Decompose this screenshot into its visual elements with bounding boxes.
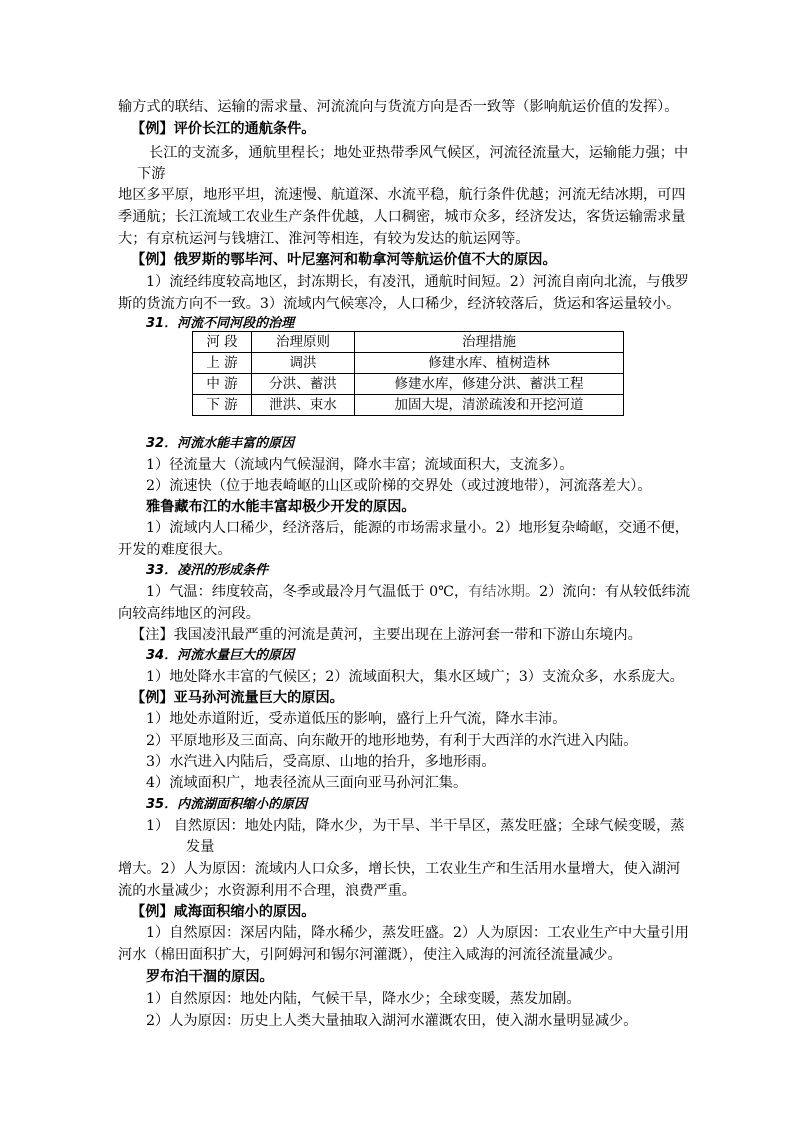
table-cell: 加固大堤，清淤疏浚和开挖河道 bbox=[355, 395, 624, 416]
table-header-cell: 河 段 bbox=[193, 332, 252, 353]
note-line: 【注】我国凌汛最严重的河流是黄河，主要出现在上游河套一带和下游山东境内。 bbox=[131, 627, 642, 643]
table-cell: 上 游 bbox=[193, 353, 252, 374]
section-heading-31: 31．河流不同河段的治理 bbox=[146, 316, 295, 331]
text-span: 有结冰期。 bbox=[468, 584, 540, 600]
text-line: 大；有京杭运河与钱塘江、淮河等相连，有较为发达的航运网等。 bbox=[118, 231, 530, 247]
text-line: 发量 bbox=[186, 839, 215, 855]
example-heading: 【例】俄罗斯的鄂毕河、叶尼塞河和勒拿河等航运价值不大的原因。 bbox=[131, 252, 557, 268]
text-line: 开发的难度很大。 bbox=[118, 542, 232, 558]
text-span: 2）流向：有从较低纬流 bbox=[539, 584, 691, 600]
example-heading: 【例】咸海面积缩小的原因。 bbox=[131, 904, 316, 920]
text-line: 长江的支流多，通航里程长；地处亚热带季风气候区，河流径流量大，运输能力强；中 bbox=[149, 145, 689, 161]
section-heading-35: 35．内流湖面积缩小的原因 bbox=[146, 797, 308, 812]
text-line: 1）地处降水丰富的气候区；2）流域面积大，集水区域广；3）支流众多，水系庞大。 bbox=[146, 669, 684, 685]
text-line: 1） 自然原因：地处内陆，降水少，为干旱、半干旱区，蒸发旺盛；全球气候变暖，蒸 bbox=[146, 818, 685, 834]
text-span: 1）气温：纬度较高，冬季或最冷月气温低于 0℃， bbox=[146, 584, 469, 600]
text-line: 2）平原地形及三面高、向东敞开的地形地势，有利于大西洋的水汽进入内陆。 bbox=[146, 733, 638, 749]
text-line: 增大。2）人为原因：流域内人口众多，增长快，工农业生产和生活用水量增大，使入湖河 bbox=[118, 861, 681, 877]
text-line: 输方式的联结、运输的需求量、河流流向与货流方向是否一致等（影响航运价值的发挥）。 bbox=[118, 99, 679, 115]
text-line: 1）流域内人口稀少，经济落后，能源的市场需求量小。2）地形复杂崎岖，交通不便， bbox=[146, 520, 689, 536]
text-line: 向较高纬地区的河段。 bbox=[118, 606, 260, 622]
table-row bbox=[193, 374, 624, 395]
table-cell: 修建水库，修建分洪、蓄洪工程 bbox=[355, 374, 624, 395]
table-row bbox=[193, 353, 624, 374]
text-line: 季通航；长江流域工农业生产条件优越，人口稠密，城市众多，经济发达，客货运输需求量 bbox=[118, 209, 686, 225]
text-line: 1）自然原因：深居内陆，降水稀少，蒸发旺盛。2）人为原因：工农业生产中大量引用 bbox=[146, 925, 689, 941]
text-line: 斯的货流方向不一致。3）流域内气候寒冷，人口稀少，经济较落后，货运和客运量较小。 bbox=[118, 296, 681, 312]
text-line: 1）自然原因：地处内陆，气候干旱，降水少；全球变暖，蒸发加剧。 bbox=[146, 991, 581, 1007]
table-cell: 调洪 bbox=[252, 353, 355, 374]
table-cell: 泄洪、束水 bbox=[252, 395, 355, 416]
table-cell: 下 游 bbox=[193, 395, 252, 416]
table-cell: 中 游 bbox=[193, 374, 252, 395]
section-heading-32: 32．河流水能丰富的原因 bbox=[146, 436, 295, 451]
text-line: 4）流域面积广，地表径流从三面向亚马孙河汇集。 bbox=[146, 775, 468, 791]
text-line: 2）人为原因：历史上人类大量抽取入湖河水灌溉农田，使入湖水量明显减少。 bbox=[146, 1013, 638, 1029]
example-heading: 罗布泊干涸的原因。 bbox=[146, 969, 274, 985]
river-governance-table bbox=[192, 331, 624, 416]
table-row bbox=[193, 395, 624, 416]
section-heading-33: 33．凌汛的形成条件 bbox=[146, 563, 269, 578]
example-heading: 【例】亚马孙河流量巨大的原因。 bbox=[131, 690, 344, 706]
text-line: 下游 bbox=[137, 166, 166, 182]
table-header-cell: 治理措施 bbox=[355, 332, 624, 353]
table-header-cell: 治理原则 bbox=[252, 332, 355, 353]
text-line: 2）流速快（位于地表崎岖的山区或阶梯的交界处（或过渡地带），河流落差大）。 bbox=[146, 478, 652, 494]
text-line: 1）流经纬度较高地区，封冻期长，有凌汛，通航时间短。2）河流自南向北流，与俄罗 bbox=[146, 274, 689, 290]
text-line: 流的水量减少；水资源利用不合理，浪费严重。 bbox=[118, 883, 416, 899]
text-line: 地区多平原，地形平坦，流速慢、航道深、水流平稳，航行条件优越；河流无结冰期，可四 bbox=[118, 187, 686, 203]
table-header-row bbox=[193, 332, 624, 353]
text-line: 1）地处赤道附近，受赤道低压的影响，盛行上升气流，降水丰沛。 bbox=[146, 711, 567, 727]
section-heading-34: 34．河流水量巨大的原因 bbox=[146, 648, 295, 663]
text-line: 河水（棉田面积扩大，引阿姆河和锡尔河灌溉），使注入咸海的河流径流量减少。 bbox=[118, 947, 622, 963]
table-cell: 修建水库、植树造林 bbox=[355, 353, 624, 374]
text-line: 3）水汽进入内陆后，受高原、山地的抬升，多地形雨。 bbox=[146, 754, 496, 770]
table-cell: 分洪、蓄洪 bbox=[252, 374, 355, 395]
text-line bbox=[146, 581, 690, 603]
example-heading: 【例】评价长江的通航条件。 bbox=[131, 121, 316, 137]
example-heading: 雅鲁藏布江的水能丰富却极少开发的原因。 bbox=[146, 499, 416, 515]
text-line: 1）径流量大（流域内气候湿润，降水丰富；流域面积大，支流多）。 bbox=[146, 457, 574, 473]
